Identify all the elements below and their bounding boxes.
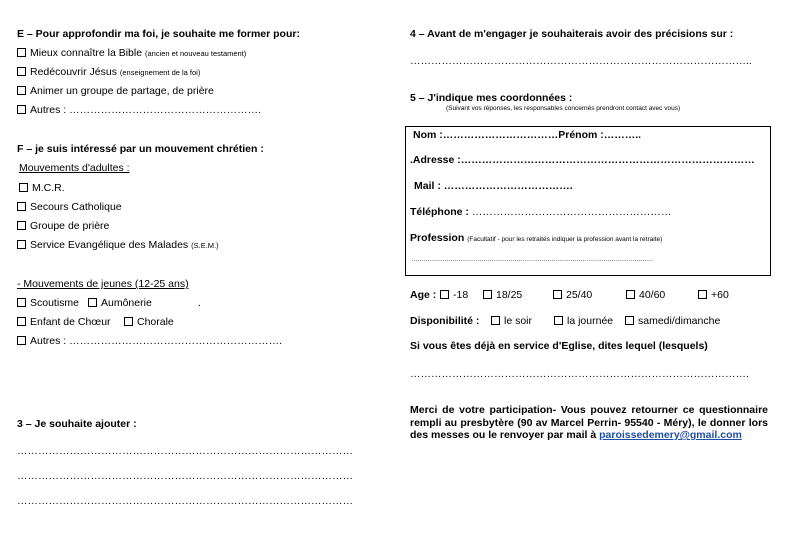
checkbox-row-priere[interactable] xyxy=(17,220,109,232)
profession-note: (Facultatif - pour les retraités indiquer la profession avant la retraite) xyxy=(467,236,663,243)
checkbox[interactable] xyxy=(17,240,26,249)
age-label: Age : xyxy=(410,289,437,301)
checkbox[interactable] xyxy=(88,298,97,307)
dispo-option-journee[interactable] xyxy=(554,315,613,327)
checkbox-label: Chorale xyxy=(137,316,174,328)
dispo-option-label: la journée xyxy=(567,315,614,327)
checkbox-row-autres-e[interactable] xyxy=(17,104,261,116)
checkbox-label: Scoutisme xyxy=(30,297,80,309)
checkbox-row-animer[interactable] xyxy=(17,85,214,97)
checkbox-note: (S.E.M.) xyxy=(191,241,219,250)
disponibilite-label: Disponibilité : xyxy=(410,315,480,327)
checkbox-row-secours[interactable] xyxy=(17,201,122,213)
comment-line[interactable]: …………………………………………………………………………………… xyxy=(17,470,353,482)
checkbox[interactable] xyxy=(17,317,26,326)
merci-paragraph xyxy=(410,404,768,442)
precisions-line[interactable]: …………………………………………………………………………………….. xyxy=(410,55,752,67)
checkbox[interactable] xyxy=(554,316,563,325)
checkbox[interactable] xyxy=(698,290,707,299)
section-5-subtitle: (Suivant vos réponses, les responsables concernés prendront contact avec vous) xyxy=(446,105,681,112)
checkbox-row-aumonerie[interactable] xyxy=(88,297,152,309)
section-4-title: 4 – Avant de m'engager je souhaiterais avoir des précisions sur : xyxy=(410,28,734,40)
age-option-label: 25/40 xyxy=(566,289,593,301)
telephone-field[interactable] xyxy=(410,206,671,218)
youth-heading: - Mouvements de jeunes (12-25 ans) xyxy=(17,278,189,290)
age-option-label: 40/60 xyxy=(639,289,666,301)
checkbox-label: Enfant de Chœur xyxy=(30,316,111,328)
checkbox-label: Mieux connaître la Bible xyxy=(30,47,143,59)
checkbox-note: (enseignement de la foi) xyxy=(119,68,201,77)
age-option-over-60[interactable] xyxy=(698,289,729,301)
section-3-title: 3 – Je souhaite ajouter : xyxy=(17,418,137,430)
checkbox[interactable] xyxy=(17,48,26,57)
checkbox[interactable] xyxy=(17,221,26,230)
checkbox-label: Redécouvrir Jésus xyxy=(30,66,117,78)
dispo-option-label: samedi/dimanche xyxy=(638,315,721,327)
checkbox-row-scoutisme[interactable] xyxy=(17,297,79,309)
profession-field[interactable] xyxy=(410,232,662,244)
age-option-25-40[interactable] xyxy=(553,289,592,301)
checkbox[interactable] xyxy=(483,290,492,299)
telephone-dots: ………………………………………………… xyxy=(471,206,672,218)
dispo-option-soir[interactable] xyxy=(491,315,532,327)
checkbox-row-mcr[interactable] xyxy=(19,182,65,194)
service-question: Si vous êtes déjà en service d'Eglise, dites lequel (lesquels) xyxy=(410,340,708,352)
section-5-title: 5 – J'indique mes coordonnées : xyxy=(410,92,573,104)
merci-text: Merci de votre participation- Vous pouvez retourner ce questionnaire rempli au presbytère (90 av Marcel Perrin- 95540 - Méry), le donner lors des messes ou le renvoyer par mail à xyxy=(410,404,768,441)
adults-heading: Mouvements d'adultes : xyxy=(19,162,130,174)
checkbox[interactable] xyxy=(17,298,26,307)
section-e-title: E – Pour approfondir ma foi, je souhaite me former pour: xyxy=(17,28,300,40)
dispo-option-label: le soir xyxy=(504,315,533,327)
checkbox-label: M.C.R. xyxy=(32,182,65,194)
checkbox[interactable] xyxy=(17,202,26,211)
profession-label: Profession xyxy=(410,232,468,244)
checkbox-label: Service Evangélique des Malades xyxy=(30,239,189,251)
email-link[interactable]: paroissedemery@gmail.com xyxy=(599,429,742,441)
checkbox[interactable] xyxy=(17,336,26,345)
age-option-label: 18/25 xyxy=(496,289,523,301)
nom-prenom-field[interactable]: Nom :……………………………Prénom :……….. xyxy=(413,129,642,141)
age-option-under-18[interactable] xyxy=(440,289,468,301)
telephone-label: Téléphone : xyxy=(410,206,472,218)
age-option-18-25[interactable] xyxy=(483,289,522,301)
age-option-label: +60 xyxy=(711,289,729,301)
contact-box xyxy=(405,126,771,276)
checkbox[interactable] xyxy=(17,86,26,95)
checkbox-row-autres-f[interactable] xyxy=(17,335,282,347)
checkbox-note: (ancien et nouveau testament) xyxy=(144,49,247,58)
checkbox-row-sem[interactable] xyxy=(17,239,219,251)
age-option-40-60[interactable] xyxy=(626,289,665,301)
checkbox[interactable] xyxy=(553,290,562,299)
age-option-label: -18 xyxy=(453,289,469,301)
checkbox-label: Secours Catholique xyxy=(30,201,122,213)
section-f-title: F – je suis intéressé par un mouvement chrétien : xyxy=(17,143,264,155)
checkbox-row-jesus[interactable] xyxy=(17,66,200,78)
checkbox-row-enfant-choeur[interactable] xyxy=(17,316,111,328)
checkbox[interactable] xyxy=(17,67,26,76)
stray-dot: . xyxy=(198,297,201,309)
comment-line[interactable]: …………………………………………………………………………………… xyxy=(17,495,353,507)
checkbox-row-bible[interactable] xyxy=(17,47,246,59)
service-line[interactable]: ……………………………………………………………………………………. xyxy=(410,368,749,380)
checkbox[interactable] xyxy=(626,290,635,299)
checkbox[interactable] xyxy=(491,316,500,325)
checkbox-label: Autres : ………………………………………………. xyxy=(30,104,262,116)
mail-field[interactable]: Mail : ………………………………. xyxy=(414,180,573,192)
profession-line[interactable]: ……………………………………………………………………………………………………… xyxy=(411,256,653,263)
checkbox-label: Animer un groupe de partage, de prière xyxy=(30,85,214,97)
checkbox-label: Aumônerie xyxy=(101,297,152,309)
checkbox-label: Groupe de prière xyxy=(30,220,110,232)
dispo-option-weekend[interactable] xyxy=(625,315,720,327)
checkbox-row-chorale[interactable] xyxy=(124,316,174,328)
checkbox[interactable] xyxy=(440,290,449,299)
checkbox[interactable] xyxy=(17,105,26,114)
checkbox-label: Autres : ……………………………………………………. xyxy=(30,335,283,347)
checkbox[interactable] xyxy=(19,183,28,192)
comment-line[interactable]: …………………………………………………………………………………… xyxy=(17,445,353,457)
checkbox[interactable] xyxy=(625,316,634,325)
checkbox[interactable] xyxy=(124,317,133,326)
adresse-field[interactable]: .Adresse :………………………………………………………………………… xyxy=(410,154,755,166)
